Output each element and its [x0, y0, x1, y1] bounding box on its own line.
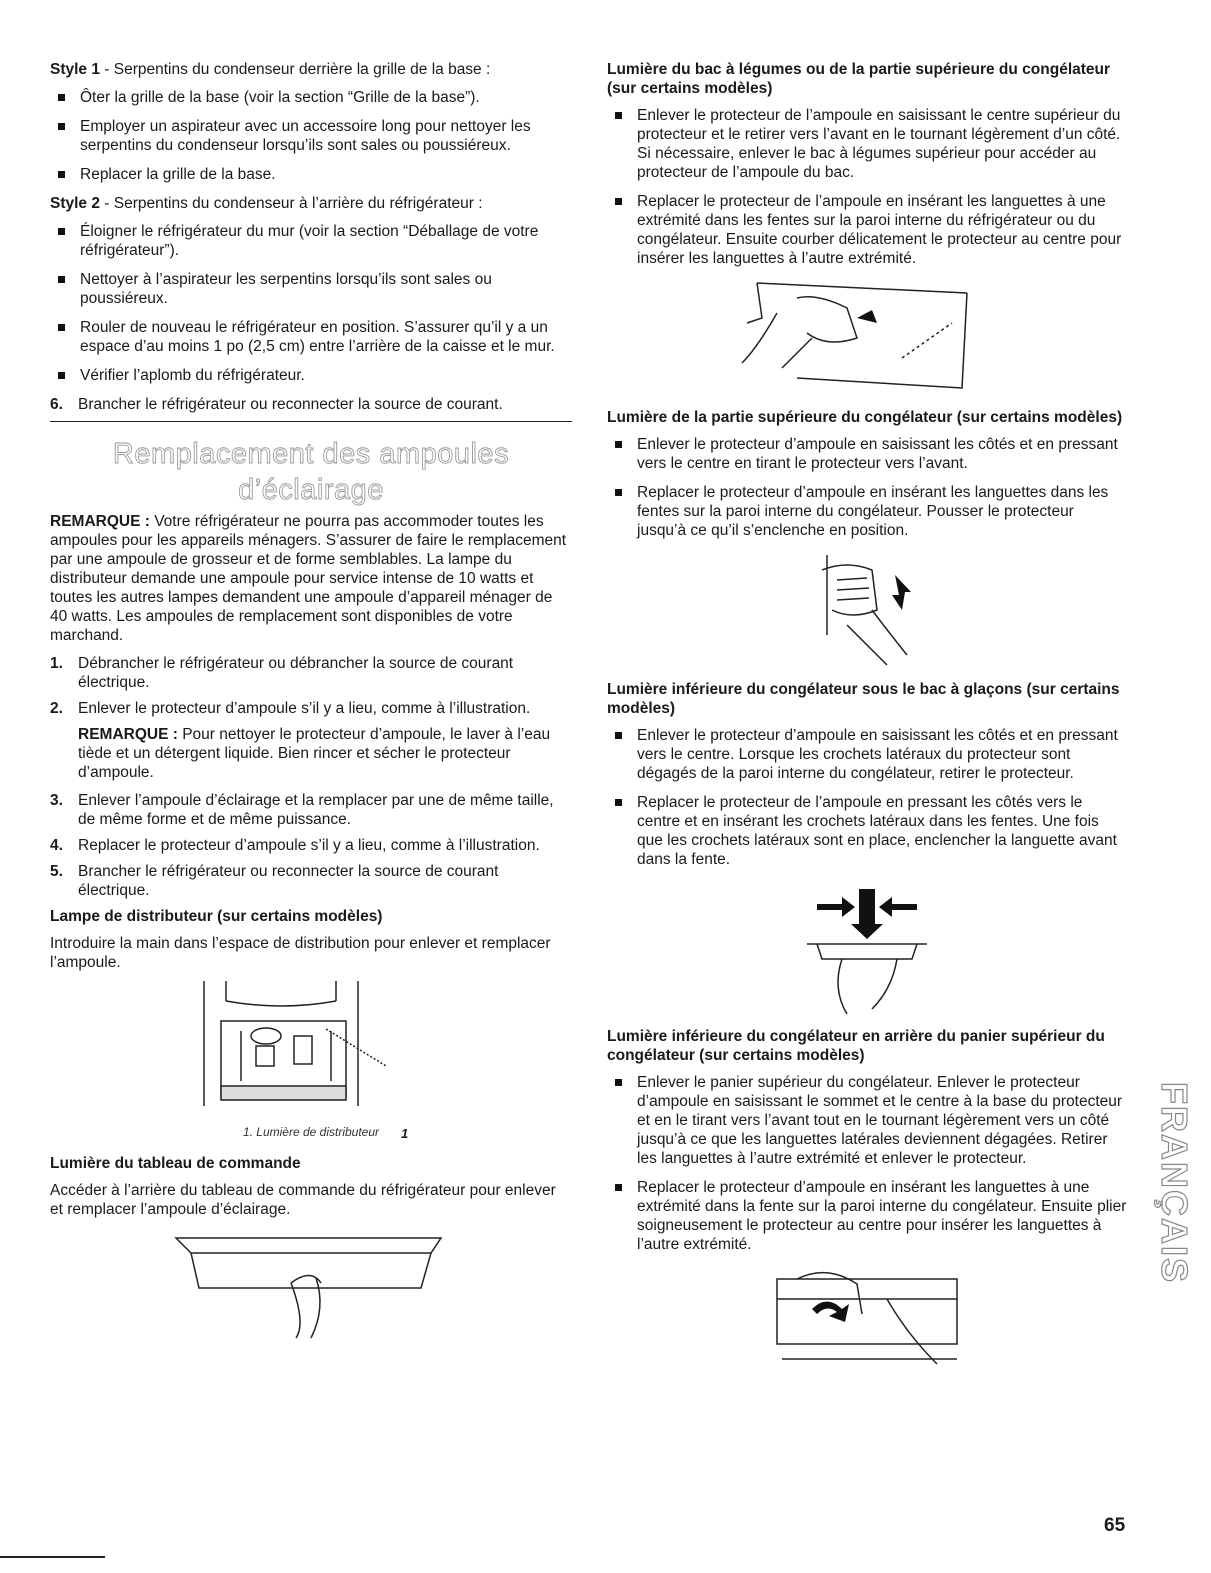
footer-rule — [0, 1556, 105, 1558]
callout-number: 1 — [401, 1126, 409, 1141]
list-item: Employer un aspirateur avec un accessoire long pour nettoyer les serpentins du condenseur lorsqu’ils sont sales ou poussiéreux. — [50, 117, 572, 155]
note-label: REMARQUE : — [78, 726, 178, 743]
step-text: Enlever le protecteur d’ampoule s’il y a lieu, comme à l’illustration. — [78, 700, 531, 717]
step-number: 4. — [50, 837, 63, 854]
step-text: Débrancher le réfrigérateur ou débrancher la source de courant électrique. — [78, 655, 514, 691]
figure-caption: 1. Lumière de distributeur — [242, 1125, 380, 1139]
step-text: Enlever l’ampoule d’éclairage et la remplacer par une de même taille, de même forme et de même puissance. — [78, 792, 554, 828]
left-column — [50, 60, 572, 1348]
step-1 — [50, 654, 572, 692]
style1-text: - Serpentins du condenseur derrière la grille de la base : — [99, 61, 491, 78]
list-item: Replacer le protecteur d’ampoule en insérant les languettes dans les fentes sur la paroi interne du congélateur. Pousser le protecteur jusqu’à ce qu’il s’enclenche en position. — [607, 483, 1127, 540]
step-number: 2. — [50, 700, 63, 717]
list-item: Replacer le protecteur de l’ampoule en pressant les côtés vers le centre et en insérant les crochets latéraux dans les fentes. Une fois que les crochets latéraux sont en place, enclencher la languette avant dans la fente. — [607, 793, 1127, 869]
control-panel-illustration — [171, 1228, 451, 1348]
style2-label: Style 2 — [50, 195, 100, 212]
list-item: Replacer le protecteur d’ampoule en insérant les languettes à une extrémité dans la fente sur la paroi interne du congélateur. Ensuite plier soigneusement le protecteur au centre pour insérer les languettes à l’autre extrémité. — [607, 1178, 1127, 1254]
list-item: Ôter la grille de la base (voir la section “Grille de la base”). — [50, 88, 572, 107]
list-item: Enlever le protecteur d’ampoule en saisissant les côtés et en pressant vers le centre en tirant le protecteur vers l’avant. — [607, 435, 1127, 473]
rear-freezer-light-heading: Lumière inférieure du congélateur en arrière du panier supérieur du congélateur (sur certains modèles) — [607, 1028, 1105, 1064]
style1-intro — [50, 60, 572, 79]
step-text: Brancher le réfrigérateur ou reconnecter la source de courant électrique. — [78, 863, 499, 899]
step-2 — [50, 699, 572, 718]
step-text: Brancher le réfrigérateur ou reconnecter la source de courant. — [78, 396, 503, 413]
step-5 — [50, 862, 572, 900]
lower-freezer-light-illustration — [787, 879, 947, 1019]
lower-freezer-light-heading: Lumière inférieure du congélateur sous le bac à glaçons (sur certains modèles) — [607, 681, 1120, 717]
step-number: 1. — [50, 655, 63, 672]
step-number: 5. — [50, 863, 63, 880]
rear-freezer-light-illustration — [767, 1264, 967, 1374]
style2-text: - Serpentins du condenseur à l’arrière du réfrigérateur : — [99, 195, 483, 212]
right-column — [607, 60, 1127, 1374]
upper-freezer-light-heading: Lumière de la partie supérieure du congélateur (sur certains modèles) — [607, 409, 1123, 426]
list-item: Enlever le panier supérieur du congélateur. Enlever le protecteur d’ampoule en saisissant le sommet et le centre à la base du protecteur et en le tirant vers l’avant tout en le tournant légèrement vers un côté jusqu’à ce que les languettes latérales deviennent dégagées. Retirer les languettes à l’autre extrémité et enlever le protecteur. — [607, 1073, 1127, 1168]
section-title — [50, 436, 572, 508]
list-item: Replacer la grille de la base. — [50, 165, 572, 184]
step-number: 3. — [50, 792, 63, 809]
remarque-text: Votre réfrigérateur ne pourra pas accommoder toutes les ampoules pour les appareils ménagers. S’assurer de faire le remplacement par une ampoule de grosseur et de forme semblables. La lampe du distributeur demande une ampoule pour service intense de 10 watts et toutes les autres lampes demandent une ampoule d’appareil ménager de 40 watts. Les ampoules de remplacement sont disponibles de votre marchand. — [50, 513, 567, 644]
list-item: Éloigner le réfrigérateur du mur (voir la section “Déballage de votre réfrigérateur”). — [50, 222, 572, 260]
style1-label: Style 1 — [50, 61, 100, 78]
list-item: Nettoyer à l’aspirateur les serpentins lorsqu’ils sont sales ou poussiéreux. — [50, 270, 572, 308]
list-item: Enlever le protecteur de l’ampoule en saisissant le centre supérieur du protecteur et le retirer vers l’avant en le tournant légèrement d’un côté. Si nécessaire, enlever le bac à légumes supérieur pour accéder au protecteur de l’ampoule du bac. — [607, 106, 1127, 182]
dispenser-heading: Lampe de distributeur (sur certains modèles) — [50, 908, 383, 925]
list-item: Rouler de nouveau le réfrigérateur en position. S’assurer qu’il y a un espace d’au moins 1 po (2,5 cm) entre l’arrière de la caisse et le mur. — [50, 318, 572, 356]
section-title-line-1: Remplacement des ampoules — [112, 438, 510, 470]
control-panel-heading: Lumière du tableau de commande — [50, 1155, 301, 1172]
step-text: Replacer le protecteur d’ampoule s’il y a lieu, comme à l’illustration. — [78, 837, 540, 854]
style2-intro — [50, 194, 572, 213]
dispenser-text: Introduire la main dans l’espace de distribution pour enlever et remplacer l’ampoule. — [50, 935, 551, 971]
page-number: 65 — [1104, 1515, 1126, 1536]
section-divider — [50, 421, 572, 422]
list-item: Enlever le protecteur d’ampoule en saisissant les côtés et en pressant vers le centre. Lorsque les crochets latéraux du protecteur sont dégagés de la paroi interne du congélateur, retirer le protecteur. — [607, 726, 1127, 783]
dispenser-light-illustration — [196, 981, 426, 1121]
step-4 — [50, 836, 572, 855]
remarque-paragraph — [50, 512, 572, 645]
crisper-light-illustration — [737, 278, 997, 398]
section-title-line-2: d’éclairage — [238, 474, 384, 506]
remarque-label: REMARQUE : — [50, 513, 150, 530]
list-item: Replacer le protecteur de l’ampoule en insérant les languettes à une extrémité dans les fentes sur la paroi interne du réfrigérateur ou du congélateur. Ensuite courber délicatement le protecteur au centre pour insérer les languettes à l’autre extrémité. — [607, 192, 1127, 268]
crisper-light-heading: Lumière du bac à légumes ou de la partie supérieure du congélateur (sur certains modèles) — [607, 61, 1111, 97]
step-6 — [50, 395, 572, 414]
language-side-tab — [1150, 1080, 1195, 1340]
step-2-note — [50, 725, 572, 782]
control-panel-text: Accéder à l’arrière du tableau de commande du réfrigérateur pour enlever et remplacer l’ampoule d’éclairage. — [50, 1182, 556, 1218]
upper-freezer-light-illustration — [787, 550, 947, 670]
note-text: Pour nettoyer le protecteur d’ampoule, le laver à l’eau tiède et un détergent liquide. Bien rincer et sécher le protecteur d’ampoule. — [78, 726, 551, 781]
language-tab-label: FRANÇAIS — [1154, 1082, 1195, 1284]
step-3 — [50, 791, 572, 829]
list-item: Vérifier l’aplomb du réfrigérateur. — [50, 366, 572, 385]
step-number: 6. — [50, 396, 63, 413]
